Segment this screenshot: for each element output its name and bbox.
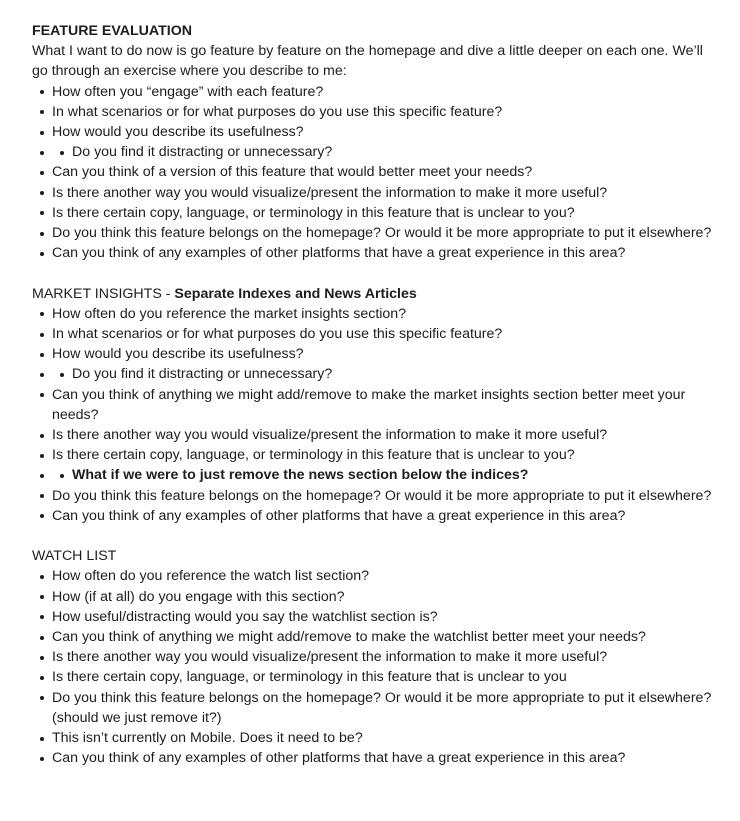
sub-list-item: Do you find it distracting or unnecessary? [32,142,722,162]
list-item: Is there certain copy, language, or terminology in this feature that is unclear to you [32,667,722,687]
section-spacer [32,263,722,283]
sub-list-item: What if we were to just remove the news section below the indices? [32,465,722,485]
list-item: This isn’t currently on Mobile. Does it need to be? [32,728,722,748]
feature-evaluation-heading: FEATURE EVALUATION [32,23,192,39]
list-item: In what scenarios or for what purposes do you use this specific feature? [32,324,722,344]
market-insights-heading [32,284,722,304]
feature-evaluation-sublist [32,142,722,162]
list-item: Can you think of any examples of other platforms that have a great experience in this area? [32,243,722,263]
watch-list-heading: WATCH LIST [32,548,117,565]
list-item: Can you think of any examples of other platforms that have a great experience in this area? [32,748,722,768]
list-item: Is there another way you would visualize/present the information to make it more useful? [32,183,722,203]
list-item: Can you think of anything we might add/remove to make the watchlist better meet your needs? [32,627,722,647]
list-item: How (if at all) do you engage with this section? [32,587,722,607]
feature-evaluation-intro: What I want to do now is go feature by feature on the homepage and dive a little deeper on each one. We’ll go through an exercise where you describe to me: [32,43,703,80]
list-item: Can you think of a version of this feature that would better meet your needs? [32,162,722,182]
list-item: Do you think this feature belongs on the homepage? Or would it be more appropriate to put it elsewhere? [32,223,722,243]
market-insights-heading-prefix: MARKET INSIGHTS - [32,285,175,302]
list-item: Can you think of any examples of other platforms that have a great experience in this area? [32,506,722,526]
sub-list-wrapper [32,142,722,162]
market-insights-heading-bold: Separate Indexes and News Articles [174,285,417,302]
list-item: How would you describe its usefulness? [32,344,722,364]
feature-evaluation-list [32,82,722,264]
sub-list-item: Do you find it distracting or unnecessary? [32,364,722,384]
list-item: Is there another way you would visualize/present the information to make it more useful? [32,425,722,445]
sub-list-wrapper [32,465,722,485]
watch-list-list [32,566,722,768]
list-item: Do you think this feature belongs on the homepage? Or would it be more appropriate to put it elsewhere? [32,486,722,506]
list-item: How often do you reference the market insights section? [32,304,722,324]
market-insights-list [32,304,722,526]
list-item: Is there certain copy, language, or terminology in this feature that is unclear to you? [32,445,722,465]
list-item: Is there another way you would visualize/present the information to make it more useful? [32,647,722,667]
list-item: How useful/distracting would you say the watchlist section is? [32,607,722,627]
list-item: How often do you reference the watch list section? [32,566,722,586]
market-insights-sublist-1 [32,364,722,384]
market-insights-sublist-2 [32,465,722,485]
section-spacer [32,526,722,546]
list-item: How often you “engage” with each feature? [32,82,722,102]
list-item: Can you think of anything we might add/remove to make the market insights section better meet your needs? [32,385,722,425]
list-item: How would you describe its usefulness? [32,122,722,142]
list-item: In what scenarios or for what purposes do you use this specific feature? [32,102,722,122]
sub-list-wrapper [32,364,722,384]
list-item: Do you think this feature belongs on the homepage? Or would it be more appropriate to put it elsewhere? (should we just remove it?) [32,688,722,728]
list-item: Is there certain copy, language, or terminology in this feature that is unclear to you? [32,203,722,223]
